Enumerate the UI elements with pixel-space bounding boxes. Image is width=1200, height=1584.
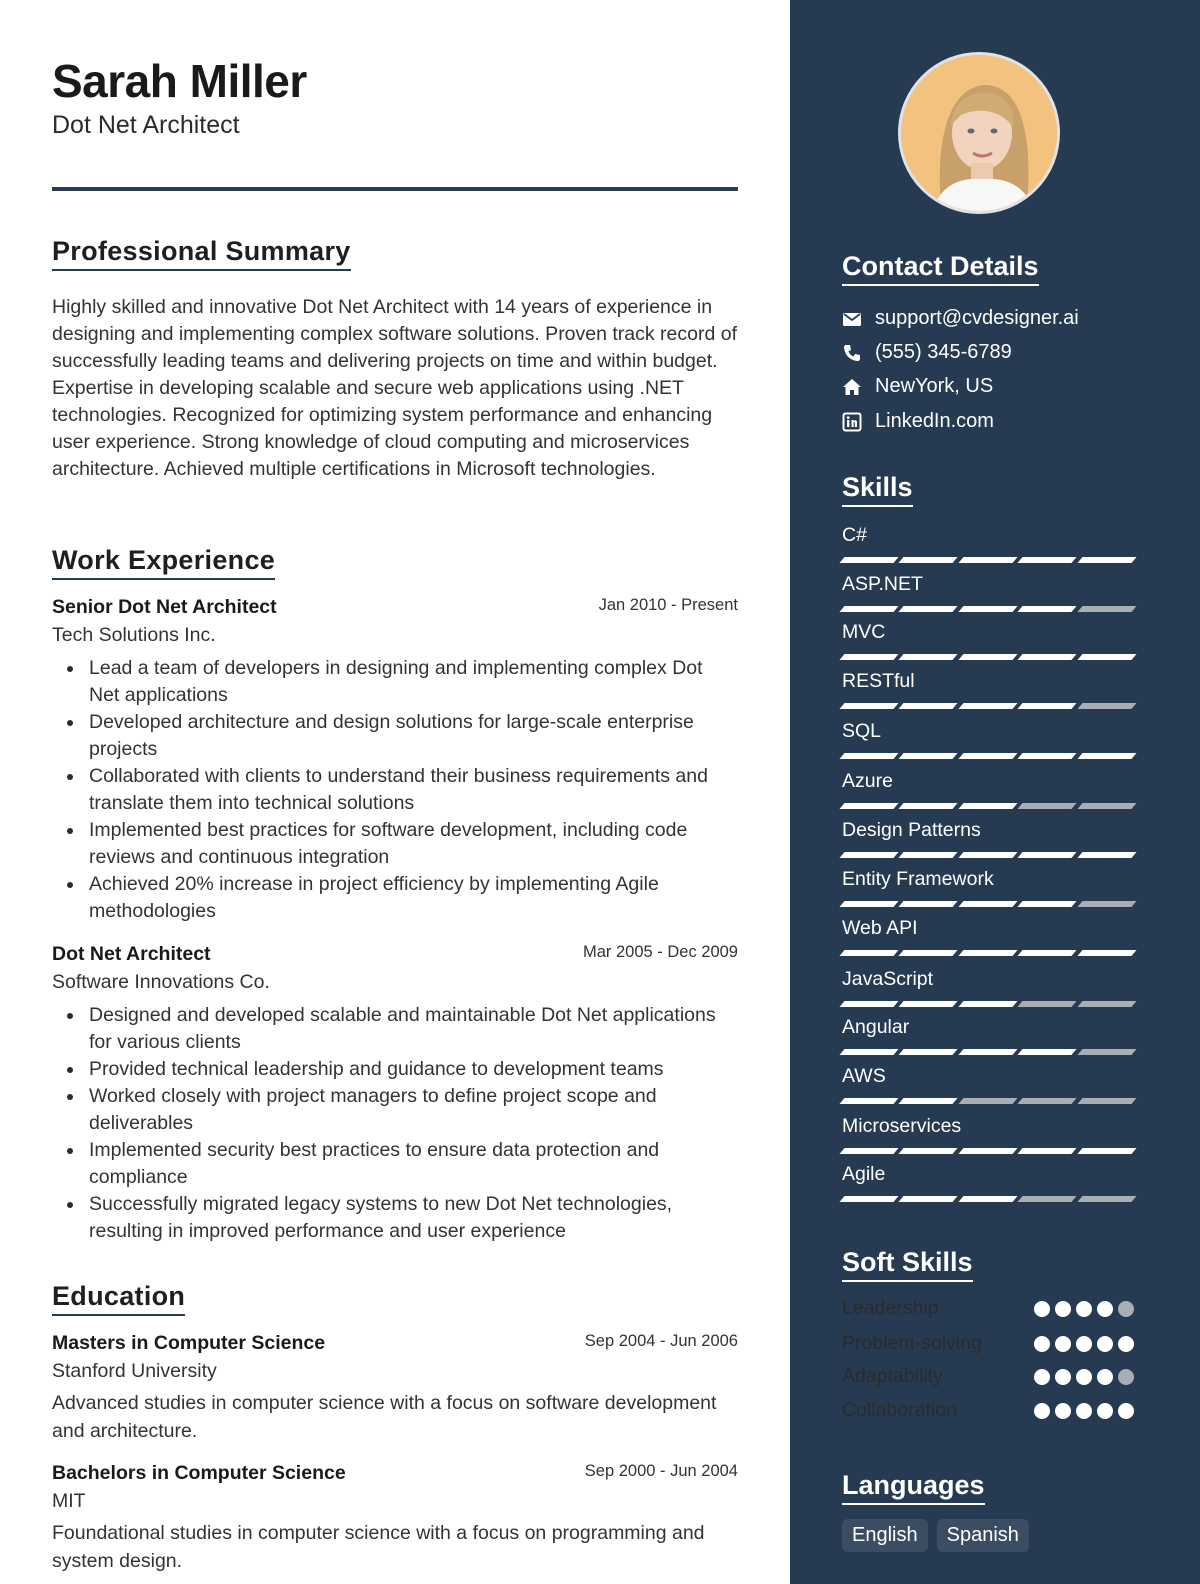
skill-level-bar <box>842 1196 1134 1202</box>
rating-dot-filled <box>1097 1403 1113 1419</box>
home-icon <box>842 377 862 397</box>
education-description: Advanced studies in computer science with a focus on software development and architecture. <box>52 1392 717 1442</box>
rating-dot-filled <box>1055 1369 1071 1385</box>
skill-level-segment-empty <box>1018 803 1077 809</box>
skill-name: AWS <box>842 1065 886 1087</box>
email-text: support@cvdesigner.ai <box>875 307 1079 329</box>
bullet-item: Implemented best practices for software development, including code reviews and continuous integration <box>52 817 738 871</box>
skill-level-segment-empty <box>1077 1196 1136 1202</box>
skill-level-segment-filled <box>958 1148 1017 1154</box>
location-text: NewYork, US <box>875 375 994 397</box>
skill-item <box>842 1163 1134 1202</box>
rating-dot-filled <box>1118 1403 1134 1419</box>
skill-level-segment-filled <box>1018 703 1077 709</box>
skill-level-segment-filled <box>899 803 958 809</box>
skill-level-segment-filled <box>899 557 958 563</box>
skill-level-segment-filled <box>839 1049 898 1055</box>
skill-level-segment-filled <box>899 1049 958 1055</box>
skill-item <box>842 720 1134 759</box>
skill-level-bar <box>842 852 1134 858</box>
languages-heading: Languages <box>842 1470 985 1505</box>
skill-level-segment-empty <box>1077 1098 1136 1104</box>
skill-level-segment-empty <box>1077 1001 1136 1007</box>
summary-text: Highly skilled and innovative Dot Net Architect with 14 years of experience in designing and implementing complex software solutions. Proven track record of successfully leading teams and delivering projects on time and within budget. Expertise in developing scalable and secure web applications using .NET technologies. Recognized for optimizing system performance and enhancing user experience. Strong knowledge of cloud computing and microservices architecture. Achieved multiple certifications in Microsoft technologies. <box>52 296 738 480</box>
education-date: Sep 2004 - Jun 2006 <box>584 1332 738 1350</box>
skill-item <box>842 1115 1134 1154</box>
skill-name: RESTful <box>842 670 915 692</box>
skill-item <box>842 819 1134 858</box>
skill-level-segment-filled <box>839 1001 898 1007</box>
skill-name: Design Patterns <box>842 819 981 841</box>
skill-level-segment-filled <box>839 901 898 907</box>
skill-level-segment-empty <box>1077 803 1136 809</box>
skill-item <box>842 868 1134 907</box>
skill-item <box>842 917 1134 956</box>
bullet-item: Implemented security best practices to ensure data protection and compliance <box>52 1137 738 1191</box>
phone-icon <box>842 343 862 363</box>
soft-skill-item <box>842 1399 1134 1422</box>
skill-level-segment-filled <box>839 1148 898 1154</box>
skill-level-segment-filled <box>958 703 1017 709</box>
contact-email[interactable] <box>842 307 1079 330</box>
skill-level-segment-filled <box>899 1098 958 1104</box>
soft-skill-name: Adaptability <box>842 1365 943 1387</box>
skill-level-segment-filled <box>1018 1148 1077 1154</box>
rating-dot-filled <box>1097 1301 1113 1317</box>
soft-skill-rating <box>1034 1369 1134 1385</box>
skill-level-segment-empty <box>1077 606 1136 612</box>
skill-name: Angular <box>842 1016 910 1038</box>
experience-heading: Work Experience <box>52 545 275 580</box>
contact-location <box>842 375 993 398</box>
soft-skills-heading: Soft Skills <box>842 1247 973 1282</box>
skill-level-segment-filled <box>958 852 1017 858</box>
skill-level-segment-filled <box>1077 654 1136 660</box>
candidate-role: Dot Net Architect <box>52 111 240 139</box>
rating-dot-filled <box>1055 1336 1071 1352</box>
skill-level-segment-filled <box>1077 753 1136 759</box>
job-title: Dot Net Architect <box>52 943 211 965</box>
skill-level-bar <box>842 654 1134 660</box>
skill-level-segment-filled <box>1077 950 1136 956</box>
contact-linkedin[interactable] <box>842 410 994 433</box>
avatar <box>901 55 1060 214</box>
rating-dot-filled <box>1055 1403 1071 1419</box>
skill-level-bar <box>842 1001 1134 1007</box>
rating-dot-filled <box>1076 1369 1092 1385</box>
education-entry <box>52 1332 738 1445</box>
skill-level-segment-filled <box>899 703 958 709</box>
skill-level-segment-filled <box>899 654 958 660</box>
phone-text: (555) 345-6789 <box>875 341 1012 363</box>
skill-item <box>842 573 1134 612</box>
skill-level-bar <box>842 557 1134 563</box>
language-tag: English <box>842 1519 928 1552</box>
soft-skill-item <box>842 1365 1134 1388</box>
education-heading: Education <box>52 1281 185 1316</box>
rating-dot-filled <box>1118 1336 1134 1352</box>
soft-skill-name: Leadership <box>842 1297 939 1319</box>
skill-level-segment-filled <box>958 901 1017 907</box>
soft-skill-rating <box>1034 1403 1134 1419</box>
skill-level-segment-filled <box>958 1001 1017 1007</box>
bullet-item: Worked closely with project managers to define project scope and deliverables <box>52 1083 738 1137</box>
skill-level-bar <box>842 1098 1134 1104</box>
contact-heading: Contact Details <box>842 251 1039 286</box>
skill-level-segment-filled <box>899 753 958 759</box>
skill-level-segment-filled <box>958 753 1017 759</box>
skill-item <box>842 968 1134 1007</box>
degree-title: Masters in Computer Science <box>52 1332 326 1354</box>
soft-skill-name: Collaboration <box>842 1399 957 1421</box>
skill-level-segment-filled <box>1077 1148 1136 1154</box>
skill-level-segment-filled <box>839 803 898 809</box>
skill-level-segment-filled <box>958 654 1017 660</box>
skill-name: JavaScript <box>842 968 934 990</box>
skill-level-segment-filled <box>1018 852 1077 858</box>
skill-level-segment-empty <box>1077 1049 1136 1055</box>
profile-photo <box>898 52 1060 214</box>
skill-level-segment-filled <box>1077 557 1136 563</box>
education-description: Foundational studies in computer science with a focus on programming and system design. <box>52 1522 705 1572</box>
rating-dot-filled <box>1097 1369 1113 1385</box>
skill-level-segment-filled <box>1018 557 1077 563</box>
skill-level-segment-empty <box>1018 1001 1077 1007</box>
skill-level-segment-filled <box>1077 852 1136 858</box>
skill-level-segment-filled <box>1018 901 1077 907</box>
skill-level-segment-filled <box>839 703 898 709</box>
school-name: Stanford University <box>52 1360 217 1382</box>
soft-skill-rating <box>1034 1336 1134 1352</box>
skill-level-segment-filled <box>958 606 1017 612</box>
bullet-item: Lead a team of developers in designing and implementing complex Dot Net applications <box>52 655 738 709</box>
skill-level-bar <box>842 901 1134 907</box>
skill-item <box>842 770 1134 809</box>
skills-heading: Skills <box>842 472 913 507</box>
soft-skill-item <box>842 1332 1134 1355</box>
skill-level-segment-filled <box>899 901 958 907</box>
contact-phone[interactable] <box>842 341 1012 364</box>
skill-level-segment-filled <box>1018 1049 1077 1055</box>
job-entry <box>52 596 738 925</box>
header-divider <box>52 187 738 191</box>
job-entry <box>52 943 738 1245</box>
skill-item <box>842 1065 1134 1104</box>
degree-title: Bachelors in Computer Science <box>52 1462 346 1484</box>
skill-level-bar <box>842 753 1134 759</box>
skill-level-segment-empty <box>1018 1196 1077 1202</box>
rating-dot-filled <box>1097 1336 1113 1352</box>
school-name: MIT <box>52 1490 86 1512</box>
skill-level-segment-filled <box>899 950 958 956</box>
bullet-item: Successfully migrated legacy systems to new Dot Net technologies, resulting in improved performance and user experience <box>52 1191 738 1245</box>
rating-dot-filled <box>1034 1301 1050 1317</box>
skill-name: Web API <box>842 917 918 939</box>
skill-level-segment-empty <box>958 1098 1017 1104</box>
skill-name: Entity Framework <box>842 868 994 890</box>
skill-level-segment-filled <box>839 557 898 563</box>
skill-level-segment-filled <box>958 950 1017 956</box>
job-bullets <box>52 655 738 925</box>
language-tag: Spanish <box>937 1519 1029 1552</box>
bullet-item: Collaborated with clients to understand their business requirements and translate them into technical solutions <box>52 763 738 817</box>
education-entry <box>52 1462 738 1575</box>
skill-item <box>842 524 1134 563</box>
rating-dot-filled <box>1055 1301 1071 1317</box>
skill-name: Microservices <box>842 1115 962 1137</box>
rating-dot-filled <box>1076 1301 1092 1317</box>
rating-dot-empty <box>1118 1369 1134 1385</box>
skill-level-segment-filled <box>899 1001 958 1007</box>
linkedin-text: LinkedIn.com <box>875 410 994 432</box>
skill-level-bar <box>842 950 1134 956</box>
skill-level-segment-filled <box>958 1049 1017 1055</box>
skill-level-segment-filled <box>1018 753 1077 759</box>
skill-level-segment-filled <box>839 606 898 612</box>
skill-level-bar <box>842 606 1134 612</box>
skill-level-segment-empty <box>1018 1098 1077 1104</box>
job-company: Software Innovations Co. <box>52 971 270 993</box>
skill-level-bar <box>842 1148 1134 1154</box>
skill-level-bar <box>842 1049 1134 1055</box>
skill-level-segment-filled <box>839 852 898 858</box>
skill-item <box>842 670 1134 709</box>
linkedin-icon <box>842 412 862 432</box>
candidate-name: Sarah Miller <box>52 55 307 107</box>
skill-level-segment-filled <box>839 950 898 956</box>
bullet-item: Designed and developed scalable and maintainable Dot Net applications for various clients <box>52 1002 738 1056</box>
skill-name: Agile <box>842 1163 886 1185</box>
job-bullets <box>52 1002 738 1245</box>
skill-name: Azure <box>842 770 893 792</box>
skill-level-segment-filled <box>958 557 1017 563</box>
skill-level-segment-filled <box>839 1196 898 1202</box>
skill-level-segment-filled <box>899 852 958 858</box>
skill-level-segment-filled <box>839 654 898 660</box>
skill-level-segment-filled <box>839 753 898 759</box>
skill-level-segment-filled <box>899 1196 958 1202</box>
skill-level-segment-empty <box>1077 703 1136 709</box>
skill-item <box>842 1016 1134 1055</box>
rating-dot-empty <box>1118 1301 1134 1317</box>
rating-dot-filled <box>1076 1336 1092 1352</box>
job-date: Jan 2010 - Present <box>598 596 738 614</box>
skill-name: MVC <box>842 621 886 643</box>
skill-level-segment-filled <box>1018 606 1077 612</box>
skill-name: C# <box>842 524 867 546</box>
languages-list <box>842 1519 1029 1552</box>
bullet-item: Developed architecture and design solutions for large-scale enterprise projects <box>52 709 738 763</box>
skill-level-bar <box>842 803 1134 809</box>
soft-skill-name: Problem-solving <box>842 1332 982 1354</box>
skill-level-segment-filled <box>899 606 958 612</box>
skill-level-segment-filled <box>839 1098 898 1104</box>
bullet-item: Provided technical leadership and guidance to development teams <box>52 1056 738 1083</box>
job-title: Senior Dot Net Architect <box>52 596 277 618</box>
education-date: Sep 2000 - Jun 2004 <box>584 1462 738 1480</box>
envelope-icon <box>842 309 862 329</box>
skill-name: ASP.NET <box>842 573 923 595</box>
bullet-item: Achieved 20% increase in project efficiency by implementing Agile methodologies <box>52 871 738 925</box>
skill-level-bar <box>842 703 1134 709</box>
skill-level-segment-empty <box>1077 901 1136 907</box>
skill-item <box>842 621 1134 660</box>
rating-dot-filled <box>1034 1336 1050 1352</box>
skill-level-segment-filled <box>1018 950 1077 956</box>
skill-level-segment-filled <box>1018 654 1077 660</box>
summary-heading: Professional Summary <box>52 236 351 271</box>
skill-level-segment-filled <box>958 1196 1017 1202</box>
rating-dot-filled <box>1076 1403 1092 1419</box>
rating-dot-filled <box>1034 1403 1050 1419</box>
job-company: Tech Solutions Inc. <box>52 624 216 646</box>
soft-skill-rating <box>1034 1301 1134 1317</box>
skill-level-segment-filled <box>899 1148 958 1154</box>
rating-dot-filled <box>1034 1369 1050 1385</box>
skill-level-segment-filled <box>958 803 1017 809</box>
skill-name: SQL <box>842 720 882 742</box>
job-date: Mar 2005 - Dec 2009 <box>582 943 738 961</box>
soft-skill-item <box>842 1297 1134 1320</box>
